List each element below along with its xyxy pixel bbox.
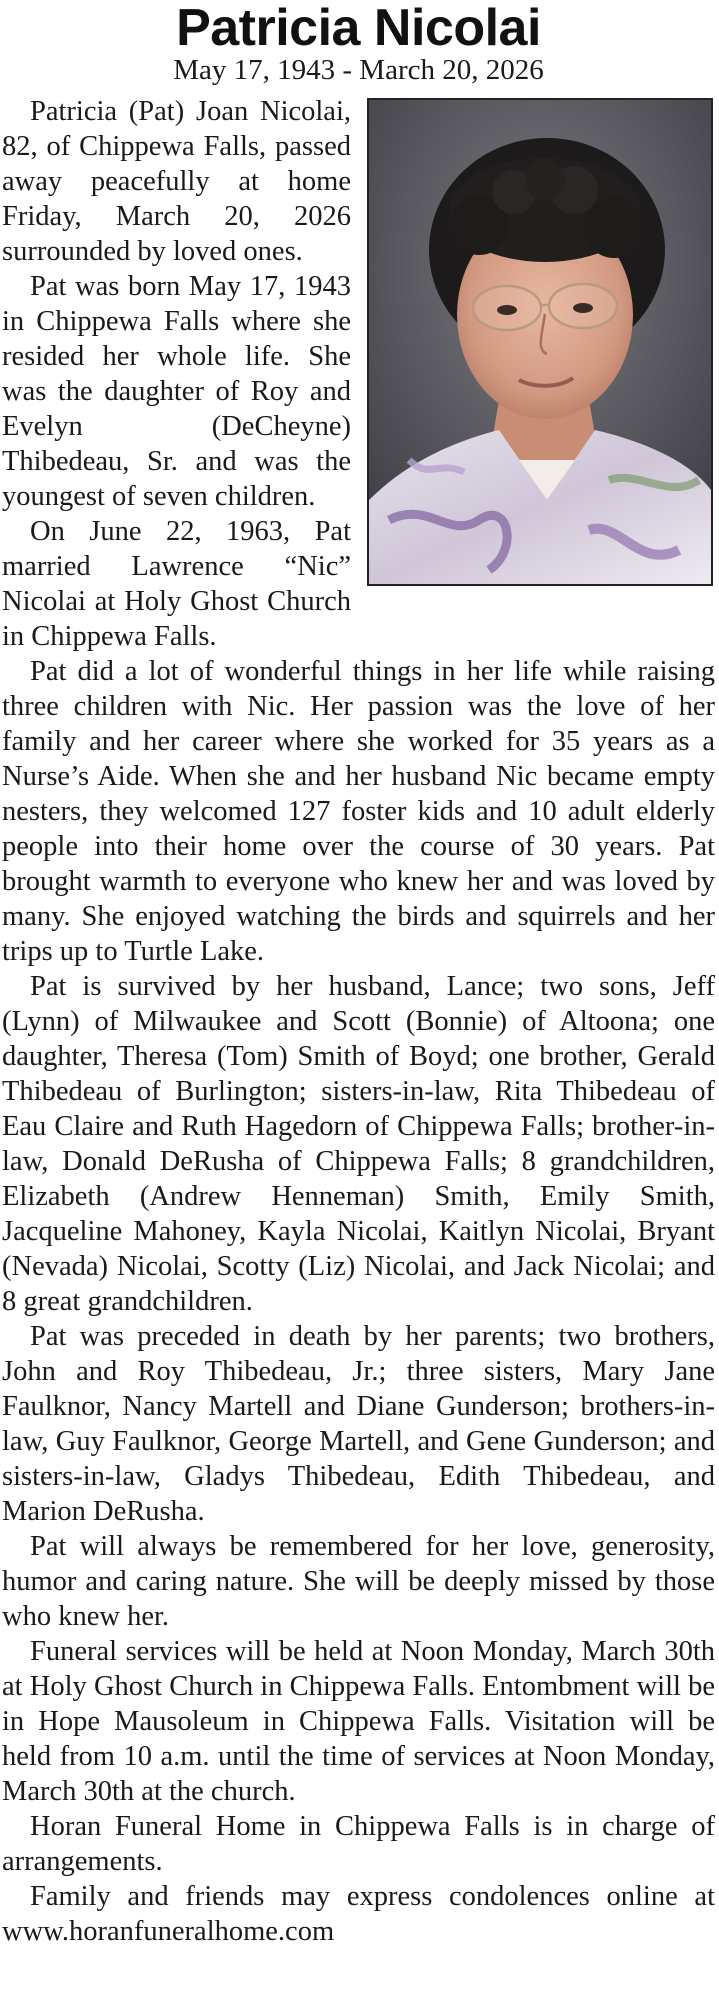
paragraph-condolences: Family and friends may express condolences online at www.horanfuneralhome.com (2, 1881, 715, 1947)
paragraph-birth: Pat was born May 17, 1943 in Chippewa Falls where she resided her whole life. She was the daughter of Roy and Evelyn (DeCheyne) Thibedeau, Sr. and was the youngest of seven children. (2, 271, 351, 512)
paragraph-services: Funeral services will be held at Noon Monday, March 30th at Holy Ghost Church in Chippewa Falls. Entombment will be in Hope Mausoleum in Chippewa Falls. Visitation will be held from 10 a.m. until the time of services at Noon Monday, March 30th at the church. (2, 1636, 715, 1807)
paragraph-preceded: Pat was preceded in death by her parents; two brothers, John and Roy Thibedeau, Jr.; three sisters, Mary Jane Faulknor, Nancy Martell and Diane Gunderson; brothers-in-law, Guy Faulknor, George Martell, and Gene Gunderson; and sisters-in-law, Gladys Thibedeau, Edith Thibedeau, and Marion DeRusha. (2, 1321, 715, 1527)
paragraph-intro: Patricia (Pat) Joan Nicolai, 82, of Chippewa Falls, passed away peacefully at home Friday, March 20, 2026 surrounded by loved ones. (2, 96, 351, 267)
obituary-body (2, 94, 715, 1949)
deceased-name: Patricia Nicolai (176, 0, 541, 57)
paragraph-survivors: Pat is survived by her husband, Lance; two sons, Jeff (Lynn) of Milwaukee and Scott (Bonnie) of Altoona; one daughter, Theresa (Tom) Smith of Boyd; one brother, Gerald Thibedeau of Burlington; sisters-in-law, Rita Thibedeau of Eau Claire and Ruth Hagedorn of Chippewa Falls; brother-in-law, Donald DeRusha of Chippewa Falls; 8 grandchildren, Elizabeth (Andrew Henneman) Smith, Emily Smith, Jacqueline Mahoney, Kayla Nicolai, Kaitlyn Nicolai, Bryant (Nevada) Nicolai, Scotty (Liz) Nicolai, and Jack Nicolai; and 8 great grandchildren. (2, 971, 715, 1317)
portrait-image (369, 100, 711, 584)
paragraph-arrangements: Horan Funeral Home in Chippewa Falls is in charge of arrangements. (2, 1811, 715, 1877)
paragraph-remembrance: Pat will always be remembered for her love, generosity, humor and caring nature. She will be deeply missed by those who knew her. (2, 1531, 715, 1632)
life-dates: May 17, 1943 - March 20, 2026 (173, 54, 544, 86)
paragraph-marriage: On June 22, 1963, Pat married Lawrence “Nic” Nicolai at Holy Ghost Church in Chippewa Falls. (2, 516, 351, 652)
paragraph-life: Pat did a lot of wonderful things in her life while raising three children with Nic. Her passion was the love of her family and her career where she worked for 35 years as a Nurse’s Aide. When she and her husband Nic became empty nesters, they welcomed 127 foster kids and 10 adult elderly people into their home over the course of 30 years. Pat brought warmth to everyone who knew her and was loved by many. She enjoyed watching the birds and squirrels and her trips up to Turtle Lake. (2, 656, 715, 967)
portrait-photo (367, 98, 713, 586)
